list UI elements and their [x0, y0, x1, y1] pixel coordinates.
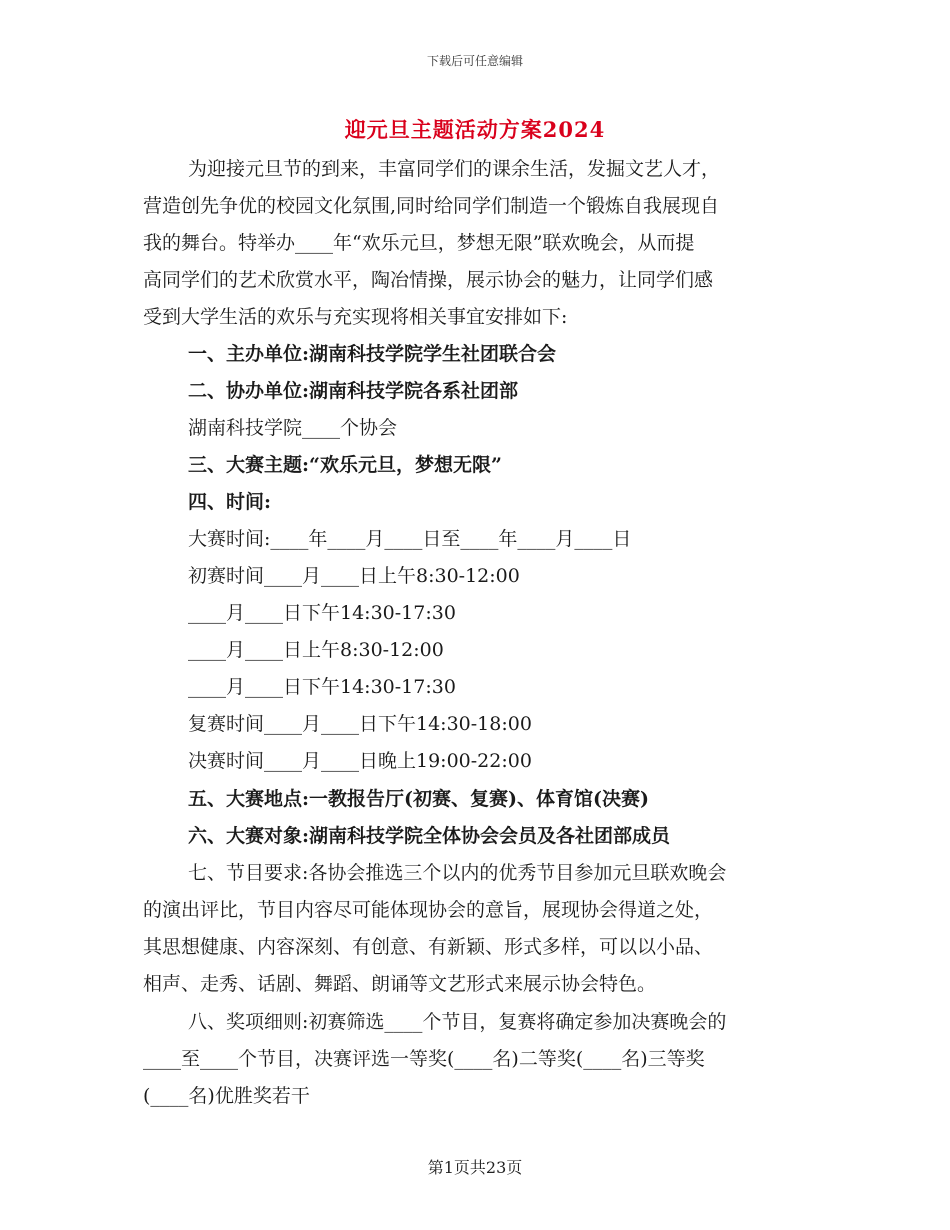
time-line: ____月____日下午14:30-17:30: [188, 676, 456, 698]
requirements-line: 其思想健康、内容深刻、有创意、有新颖、形式多样，可以以小品、: [143, 936, 714, 958]
time-line: 复赛时间____月____日下午14:30-18:00: [188, 713, 532, 735]
awards-line: ____至____个节目，决赛评选一等奖(____名)二等奖(____名)三等奖: [143, 1048, 705, 1070]
section-venue: 五、大赛地点:一教报告厅(初赛、复赛)、体育馆(决赛): [188, 788, 649, 810]
time-line: ____月____日下午14:30-17:30: [188, 602, 456, 624]
time-line: 决赛时间____月____日晚上19:00-22:00: [188, 750, 532, 772]
section-time: 四、时间:: [188, 491, 272, 513]
intro-line: 我的舞台。特举办____年“欢乐元旦，梦想无限”联欢晚会，从而提: [143, 232, 695, 254]
intro-line: 高同学们的艺术欣赏水平，陶冶情操，展示协会的魅力，让同学们感: [143, 269, 714, 291]
section-co-organizer: 二、协办单位:湖南科技学院各系社团部: [188, 380, 519, 402]
awards-line: (____名)优胜奖若干: [143, 1085, 310, 1107]
co-organizer-detail: 湖南科技学院____个协会: [188, 417, 398, 439]
section-organizer: 一、主办单位:湖南科技学院学生社团联合会: [188, 343, 557, 365]
time-line: ____月____日上午8:30-12:00: [188, 639, 444, 661]
intro-line: 为迎接元旦节的到来，丰富同学们的课余生活，发掘文艺人才，: [188, 158, 721, 180]
document-title: 迎元旦主题活动方案2024: [344, 117, 606, 142]
awards-line: 八、奖项细则:初赛筛选____个节目，复赛将确定参加决赛晚会的: [188, 1011, 727, 1033]
intro-line: 受到大学生活的欢乐与充实现将相关事宜安排如下:: [143, 306, 568, 328]
time-line: 大赛时间:____年____月____日至____年____月____日: [188, 528, 632, 550]
intro-line: 营造创先争优的校园文化氛围,同时给同学们制造一个锻炼自我展现自: [143, 195, 720, 217]
requirements-line: 的演出评比，节目内容尽可能体现协会的意旨，展现协会得道之处，: [143, 899, 714, 921]
section-participants: 六、大赛对象:湖南科技学院全体协会会员及各社团部成员: [188, 825, 671, 847]
section-theme: 三、大赛主题:“欢乐元旦，梦想无限”: [188, 454, 502, 476]
page-header-note: 下载后可任意编辑: [426, 54, 523, 68]
page-number: 第1页共23页: [427, 1158, 523, 1177]
time-line: 初赛时间____月____日上午8:30-12:00: [188, 565, 520, 587]
requirements-line: 相声、走秀、话剧、舞蹈、朗诵等文艺形式来展示协会特色。: [143, 973, 657, 995]
requirements-line: 七、节目要求:各协会推选三个以内的优秀节目参加元旦联欢晚会: [188, 862, 727, 884]
